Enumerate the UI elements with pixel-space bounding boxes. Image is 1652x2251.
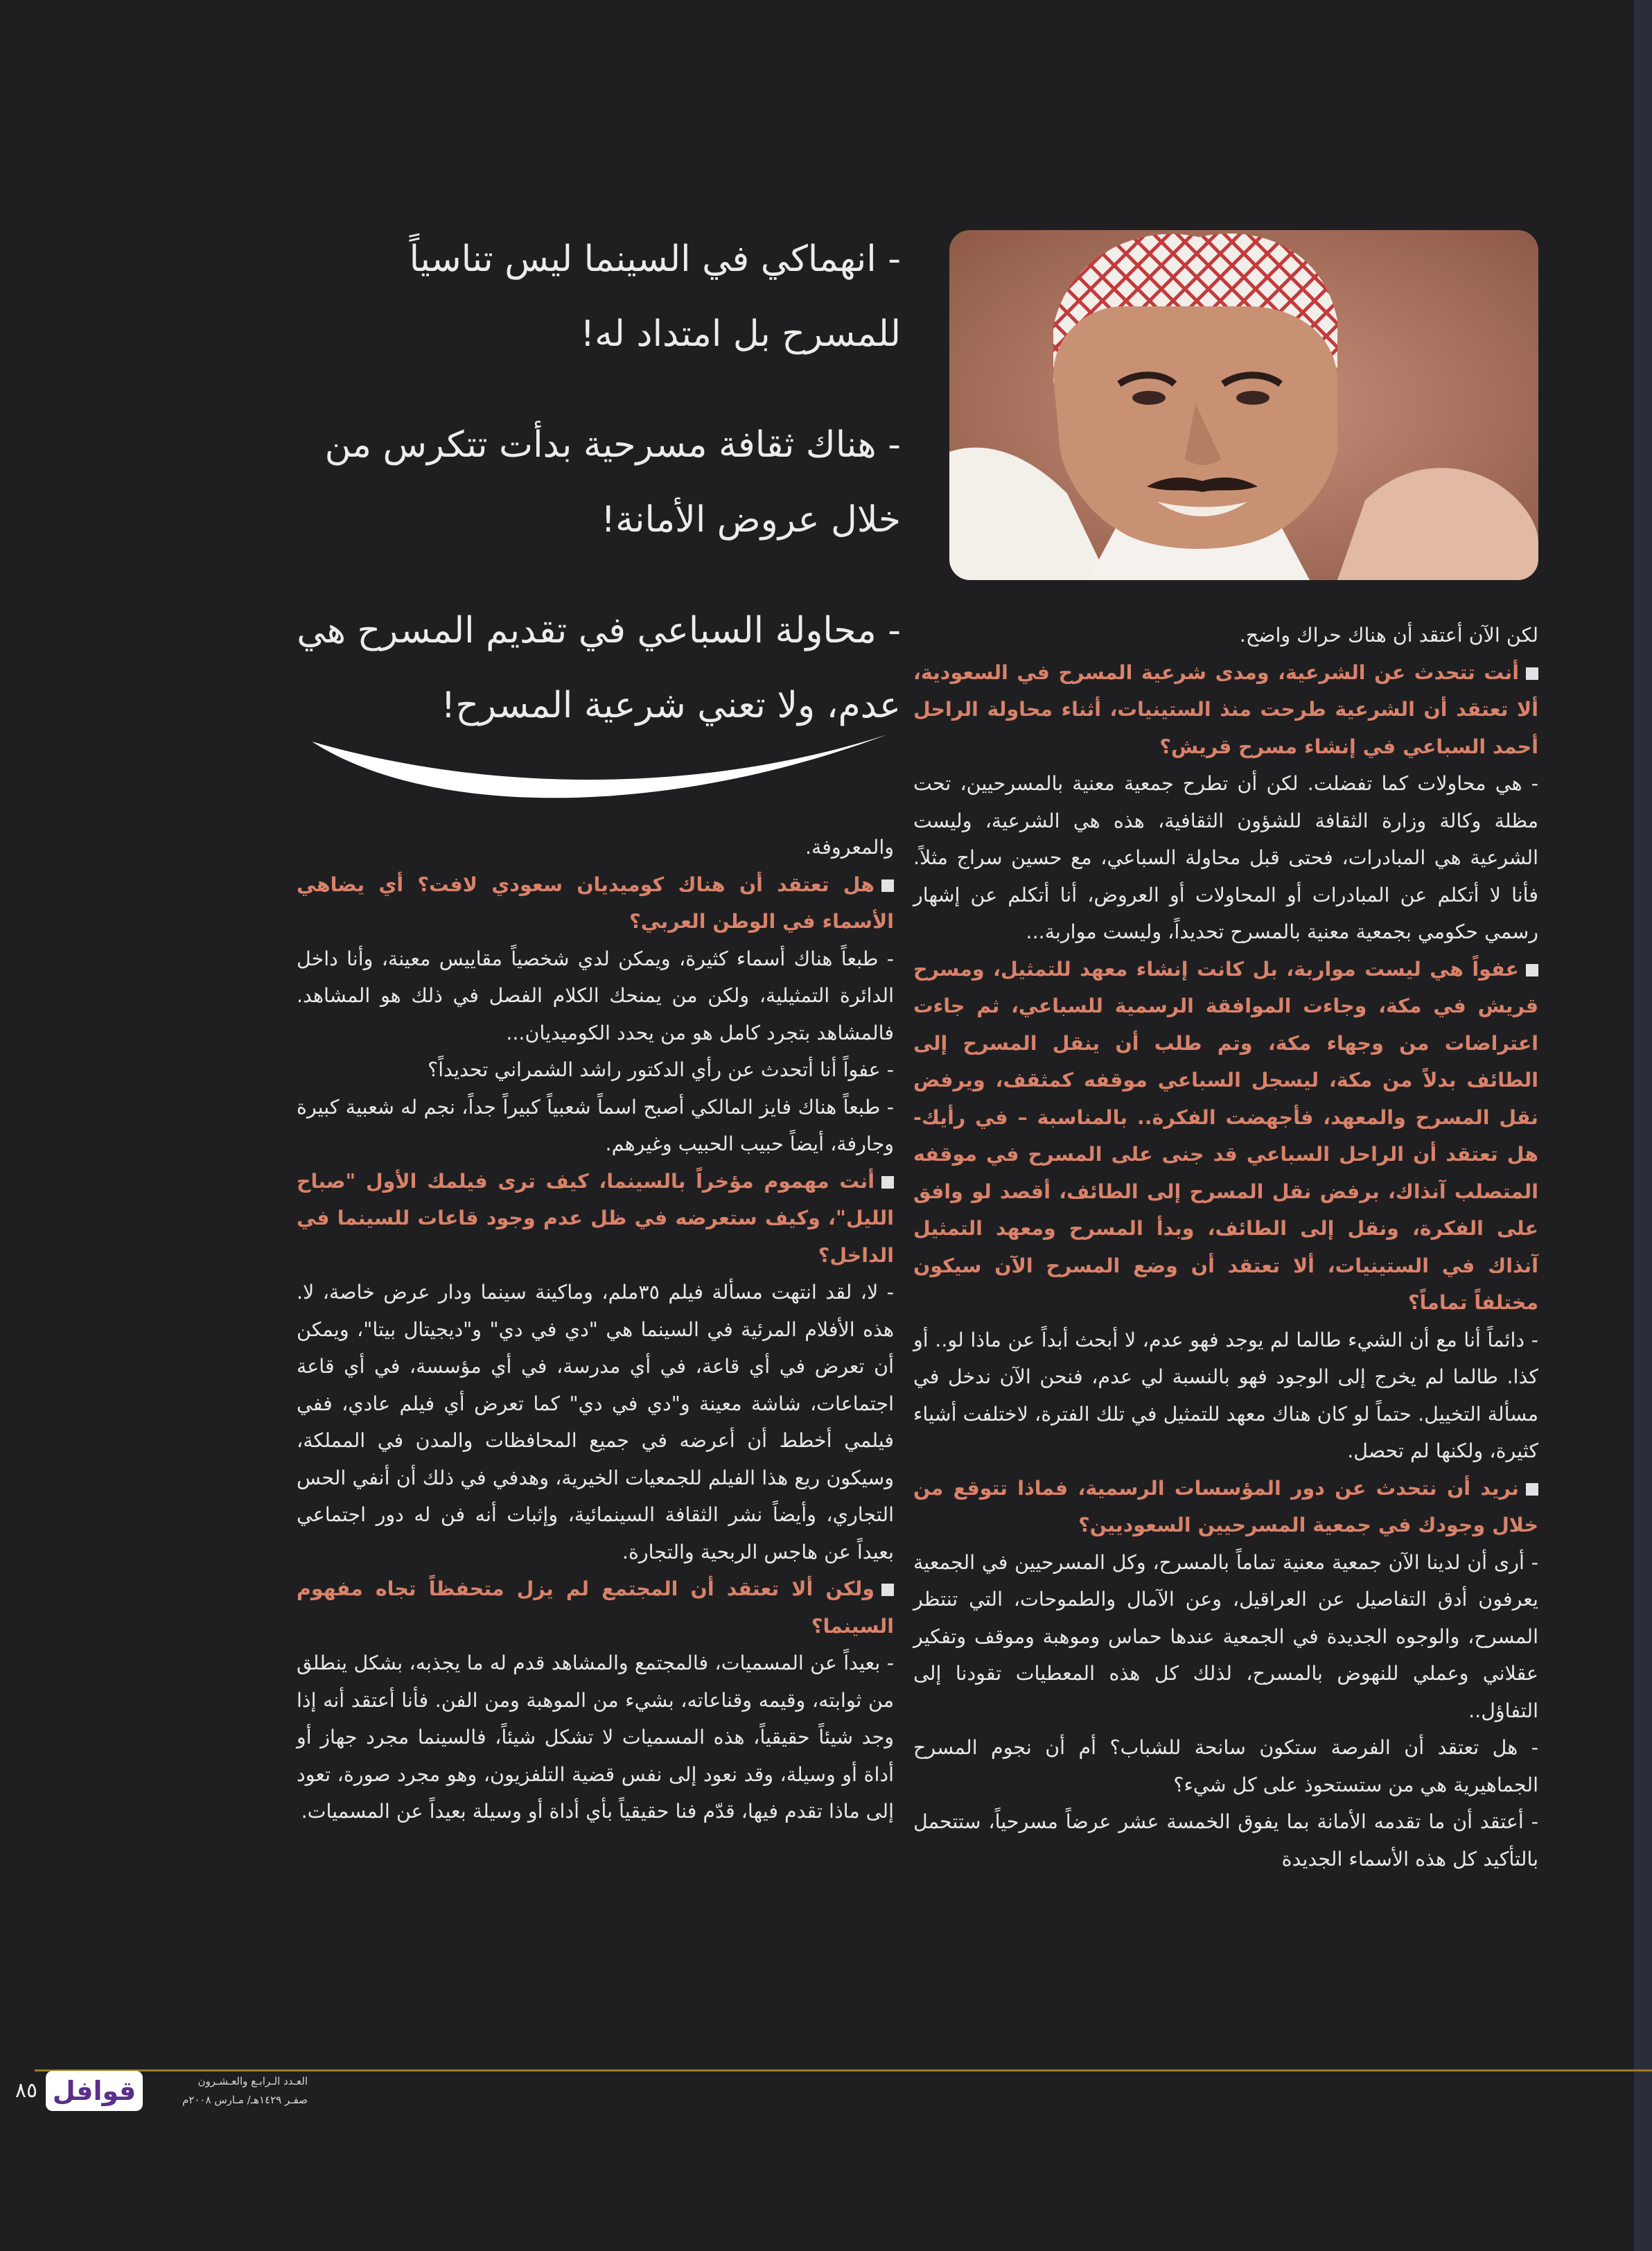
paragraph: لكن الآن أعتقد أن هناك حراك واضح. [1239,624,1538,647]
issue-info [148,2072,308,2110]
pull-quote-3: - محاولة السباعي في تقديم المسرح هي عدم، ولا تعني شرعية المسرح! [297,610,901,726]
footer-rule [35,2069,1652,2072]
paragraph: - أعتقد أن ما تقدمه الأمانة بما يفوق الخمسة عشر عرضاً مسرحياً، ستتحمل بالتأكيد كل هذه الأسماء الجديدة [913,1810,1538,1871]
question-paragraph [913,654,1538,766]
square-bullet-icon [881,879,894,892]
issue-number: العـدد الـرابـع والعـشـرون [197,2075,308,2087]
question-paragraph [297,1163,894,1275]
question-text: أنت مهموم مؤخراً بالسينما، كيف ترى فيلمك الأول "صباح الليل"، وكيف ستعرضه في ظل عدم وجود قاعات للسينما في الداخل؟ [297,1169,894,1267]
question-paragraph [297,866,894,940]
decorative-swoosh [305,714,894,818]
square-bullet-icon [881,1176,894,1189]
pull-quotes [291,222,901,779]
question-text: هل تعتقد أن هناك كوميديان سعودي لافت؟ أي يضاهي الأسماء في الوطن العربي؟ [297,873,894,933]
question-text: ولكن ألا تعتقد أن المجتمع لم يزل متحفظاً تجاه مفهوم السينما؟ [297,1577,894,1638]
question-text: أنت تتحدث عن الشرعية، ومدى شرعية المسرح في السعودية، ألا تعتقد أن الشرعية طرحت منذ الستينيات، أثناء محاولة الراحل أحمد السباعي في إنشاء مسرح قريش؟ [913,660,1538,758]
paragraph: - طبعاً هناك فايز المالكي أصبح اسماً شعبياً كبيراً جداً، نجم له شعبية كبيرة وجارفة، أيضاً حبيب الحبيب وغيرهم. [297,1095,894,1155]
article-column-right [913,617,1538,1877]
question-paragraph [913,951,1538,1322]
paragraph: - دائماً أنا مع أن الشيء طالما لم يوجد فهو عدم، لا أبحث أبداً عن ماذا لو.. أو كذا. طالما لم يخرج إلى الوجود فهو بالنسبة لي عدم، فنحن الآن ندخل في مسألة التخييل. حتماً لو كان هناك معهد للتمثيل في تلك الفترة، لاختلفت أشياء كثيرة، ولكنها لم تحصل. [913,1328,1538,1462]
square-bullet-icon [1526,964,1538,976]
paragraph: - طبعاً هناك أسماء كثيرة، ويمكن لدي شخصياً مقاييس معينة، وأنا داخل الدائرة التمثيلية، ولكن من يمنحك الكلام الفصل في ذلك هو المشاهد. فالمشاهد بتجرد كامل هو من يحدد الكوميديان... [297,947,894,1044]
paragraph: - لا، لقد انتهت مسألة فيلم ٣٥ملم، وماكينة سينما ودار عرض خاصة، لا. هذه الأفلام المرئية في السينما هي "دي في دي" و"ديجيتال بيتا"، ويمكن أن تعرض في أي قاعة، في أي مدرسة، في أي مؤسسة، في أي قاعة اجتماعات، شاشة معينة و"دي في دي" كما تعرض أي فيلم عادي، ففي فيلمي أخطط أن أعرضه في جميع المحافظات والمدن في المملكة، وسيكون ريع هذا الفيلم للجمعيات الخيرية، وهدفي في ذلك أن أنفي الحس التجاري، وأيضاً نشر الثقافة السينمائية، وإثبات أنه فن له دور اجتماعي بعيداً عن هاجس الربحية والتجارة. [297,1281,894,1564]
paragraph: - عفواً أنا أتحدث عن رأي الدكتور راشد الشمراني تحديداً؟ [428,1058,894,1081]
question-text: عفواً هي ليست مواربة، بل كانت إنشاء معهد للتمثيل، ومسرح قريش في مكة، وجاءت الموافقة الرسمية للسباعي، ثم جاءت اعتراضات من وجهاء مكة، وتم طلب أن ينقل المسرح إلى الطائف بدلاً من مكة، ليسجل السباعي موقفه كمثقف، ويرفض نقل المسرح والمعهد، فأجهضت الفكرة.. بالمناسبة – في رأيك- هل تعتقد أن الراحل السباعي قد جنى على المسرح في موقفه المتصلب آنذاك، برفض نقل المسرح إلى الطائف، أقصد لو وافق على الفكرة، ونقل إلى الطائف، وبدأ المسرح ومعهد التمثيل آنذاك في الستينيات، ألا تعتقد أن وضع المسرح الآن سيكون مختلفاً تماماً؟ [913,957,1538,1314]
paragraph: - بعيداً عن المسميات، فالمجتمع والمشاهد قدم له ما يجذبه، بشكل ينطلق من ثوابته، وقيمه وقناعاته، بشيء من الموهبة ومن الفن. فأنا أعتقد أنه إذا وجد شيئاً حقيقياً، هذه المسميات لا تشكل شيئاً، فالسينما مجرد جهاز أو أداة أو وسيلة، وقد نعود إلى نفس قضية التلفزيون، وهو مجرد صورة، تعود إلى ماذا تقدم فيها، قدّم فنا حقيقياً بأي أداة أو وسيلة بعيداً عن المسميات. [297,1652,894,1823]
paragraph: - هي محاولات كما تفضلت. لكن أن تطرح جمعية معنية بالمسرحيين، تحت مظلة وكالة وزارة الثقافة للشؤون الثقافية، هذه هي الشرعية، وليست الشرعية هي المبادرات، فحتى قبل محاولة السباعي، مع حسين سراج مثلاً. فأنا لا أتكلم عن المبادرات أو المحاولات أو العروض، أنا أتكلم عن إشهار رسمي حكومي بجمعية معنية بالمسرح تحديداً، وليست مواربة... [913,772,1538,943]
paragraph: - أرى أن لدينا الآن جمعية معنية تماماً بالمسرح، وكل المسرحيين في الجمعية يعرفون أدق التفاصيل عن العراقيل، وعن الآمال والطموحات، التي تنتظر المسرح، والوجوه الجديدة في الجمعية عندها حماس وموهبة وموقف وتفكير عقلاني وعملي للنهوض بالمسرح، لذلك كل هذه المعطيات تقودنا إلى التفاؤل.. [913,1550,1538,1722]
question-text: نريد أن نتحدث عن دور المؤسسات الرسمية، فماذا تتوقع من خلال وجودك في جمعية المسرحيين السعوديين؟ [913,1476,1538,1536]
pull-quote-2: - هناك ثقافة مسرحية بدأت تتكرس من خلال عروض الأمانة! [324,424,901,541]
question-paragraph [913,1470,1538,1544]
paragraph: والمعروفة. [805,836,894,859]
square-bullet-icon [1526,667,1538,680]
pull-quote-1: - انهماكي في السينما ليس تناسياً للمسرح بل امتداد له! [409,238,901,355]
issue-date: صفـر ١٤٢٩هـ/ مـارس ٢٠٠٨م [182,2094,308,2106]
magazine-logo: قوافل [46,2071,143,2111]
paragraph: - هل تعتقد أن الفرصة ستكون سانحة للشباب؟ أم أن نجوم المسرح الجماهيرية هي من ستستحوذ على كل شيء؟ [913,1736,1538,1796]
question-paragraph [297,1570,894,1645]
page-edge [1634,0,1652,2251]
portrait-photo [949,230,1538,580]
square-bullet-icon [1526,1483,1538,1496]
article-column-left [297,829,894,1830]
square-bullet-icon [881,1584,894,1596]
page-number: ٨٥ [15,2078,38,2103]
